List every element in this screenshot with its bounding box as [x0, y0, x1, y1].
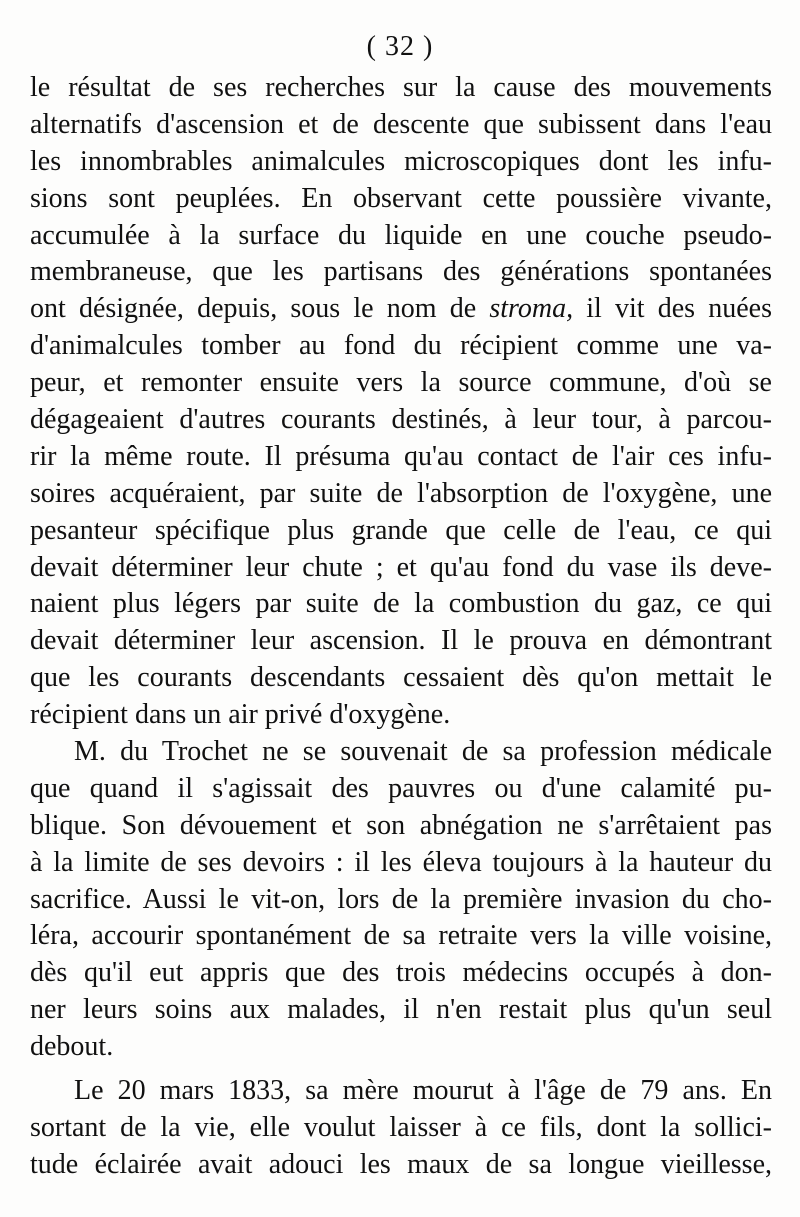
paragraph-start-line: M. du Trochet ne se souvenait de sa profession médicale	[74, 736, 772, 768]
text-line: devait déterminer leur chute ; et qu'au fond du vase ils deve-	[30, 551, 772, 583]
text-line: dès qu'il eut appris que des trois médecins occupés à don-	[30, 957, 772, 989]
text-line: ner leurs soins aux malades, il n'en restait plus qu'un seul	[30, 994, 772, 1026]
italic-term: stroma,	[489, 293, 574, 325]
text-line: tude éclairée avait adouci les maux de sa longue vieillesse,	[30, 1148, 772, 1180]
text-line: léra, accourir spontanément de sa retraite vers la ville voisine,	[30, 920, 772, 952]
text-line: alternatifs d'ascension et de descente que subissent dans l'eau	[30, 108, 772, 140]
text-line: blique. Son dévouement et son abnégation ne s'arrêtaient pas	[30, 809, 772, 841]
text-line: sortant de la vie, elle voulut laisser à ce fils, dont la sollici-	[30, 1111, 772, 1143]
text-line: à la limite de ses devoirs : il les éleva toujours à la hauteur du	[30, 846, 772, 878]
text-line: debout.	[30, 1031, 114, 1063]
text-line: pesanteur spécifique plus grande que celle de l'eau, ce qui	[30, 514, 772, 546]
text-line: membraneuse, que les partisans des générations spontanées	[30, 256, 772, 288]
text-line: soires acquéraient, par suite de l'absorption de l'oxygène, une	[30, 477, 772, 509]
text-line: accumulée à la surface du liquide en une couche pseudo-	[30, 219, 772, 251]
text-line: sacrifice. Aussi le vit-on, lors de la première invasion du cho-	[30, 883, 772, 915]
text-line: que quand il s'agissait des pauvres ou d'une calamité pu-	[30, 772, 772, 804]
text-line: dégageaient d'autres courants destinés, à leur tour, à parcou-	[30, 404, 772, 436]
text-line	[30, 291, 772, 328]
text-line: le résultat de ses recherches sur la cause des mouvements	[30, 72, 772, 103]
body-text	[30, 70, 772, 1184]
text-line: récipient dans un air privé d'oxygène.	[30, 699, 451, 731]
text-segment: il vit des nuées	[573, 293, 772, 325]
text-line: sions sont peuplées. En observant cette poussière vivante,	[30, 182, 772, 214]
text-line: d'animalcules tomber au fond du récipient comme une va-	[30, 330, 772, 362]
text-line: que les courants descendants cessaient dès qu'on mettait le	[30, 662, 772, 694]
paragraph-start-line: Le 20 mars 1833, sa mère mourut à l'âge de 79 ans. En	[74, 1075, 772, 1107]
text-line: rir la même route. Il présuma qu'au contact de l'air ces infu-	[30, 440, 772, 472]
text-segment: ont désignée, depuis, sous le nom de	[30, 293, 490, 325]
text-line: devait déterminer leur ascension. Il le prouva en démontrant	[30, 625, 772, 657]
page-number: ( 32 )	[366, 31, 434, 62]
text-line: naient plus légers par suite de la combustion du gaz, ce qui	[30, 588, 772, 620]
text-line: peur, et remonter ensuite vers la source commune, d'où se	[30, 367, 772, 399]
text-line: les innombrables animalcules microscopiques dont les infu-	[30, 145, 772, 177]
